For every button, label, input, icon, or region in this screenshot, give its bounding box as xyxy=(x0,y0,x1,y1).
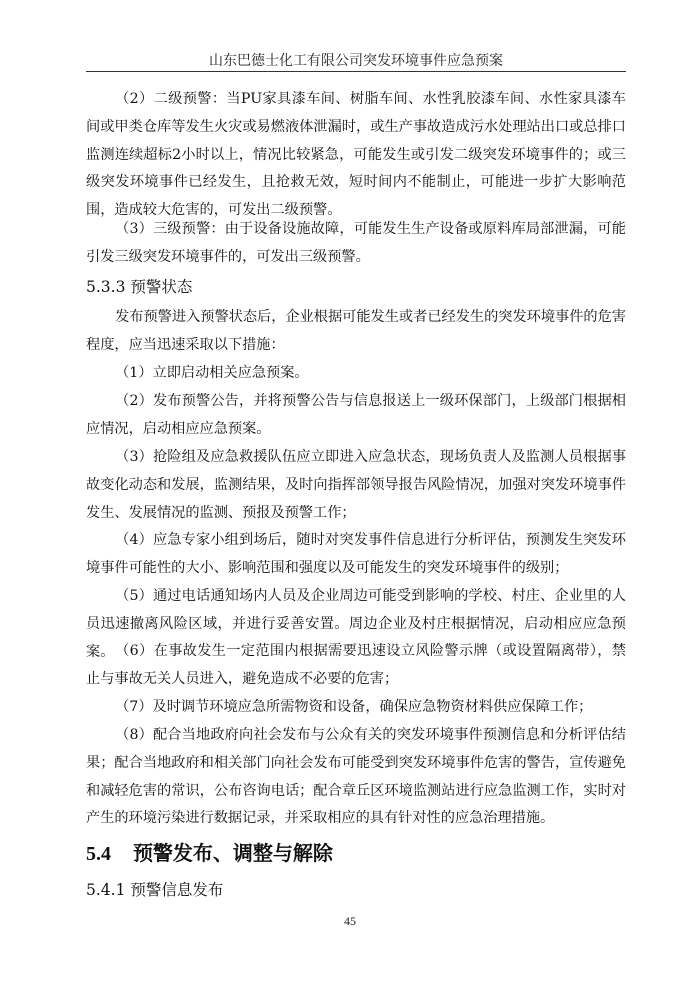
section-title: 预警发布、调整与解除 xyxy=(132,841,333,865)
list-item-1: （1）立即启动相关应急预案。 xyxy=(115,365,309,381)
section-heading-5-4 xyxy=(86,837,333,866)
section-heading-5-4-1: 5.4.1 预警信息发布 xyxy=(86,881,224,899)
paragraph-level2-warning: （2）二级预警：当PU家具漆车间、树脂车间、水性乳胶漆车间、水性家具漆车间或甲类仓库等发生火灾或易燃液体泄漏时，或生产事故造成污水处理站出口或总排口监测连续超标2小时以上，情况比较紧急，可能发生或引发二级突发环境事件的；或三级突发环境事件已经发生，且抢救无效，短时间内不能制止，可能进一步扩大影响范围，造成较大危害的，可发出二级预警。 xyxy=(86,91,626,219)
list-item-8: （8）配合当地政府向社会发布与公众有关的突发环境事件预测信息和分析评估结果；配合当地政府和相关部门向社会发布可能受到突发环境事件危害的警告，宣传避免和减轻危害的常识，公布咨询电话；配合章丘区环境监测站进行应急监测工作，实时对产生的环境污染进行数据记录，并采取相应的具有针对性的应急治理措施。 xyxy=(86,727,626,827)
list-item-6: （6）在事故发生一定范围内根据需要迅速设立风险警示牌（或设置隔离带），禁止与事故无关人员进入，避免造成不必要的危害； xyxy=(86,643,626,687)
list-item-2: （2）发布预警公告，并将预警公告与信息报送上一级环保部门，上级部门根据相应情况，启动相应应急预案。 xyxy=(86,393,626,437)
page-number: 45 xyxy=(344,914,356,928)
list-item-3: （3）抢险组及应急救援队伍应立即进入应急状态，现场负责人及监测人员根据事故变化动态和发展，监测结果，及时向指挥部领导报告风险情况，加强对突发环境事件发生、发展情况的监测、预报及预警工作； xyxy=(86,449,626,521)
section-number: 5.4 xyxy=(86,843,111,865)
running-header: 山东巴德士化工有限公司突发环境事件应急预案 xyxy=(209,53,503,69)
paragraph-level3-warning: （3）三级预警：由于设备设施故障，可能发生生产设备或原料库局部泄漏，可能引发三级突发环境事件的，可发出三级预警。 xyxy=(86,221,626,265)
list-item-5: （5）通过电话通知场内人员及企业周边可能受到影响的学校、村庄、企业里的人员迅速撤离风险区域，并进行妥善安置。周边企业及村庄根据情况，启动相应应急预案。 xyxy=(86,588,626,660)
paragraph-warning-status-intro: 发布预警进入预警状态后，企业根据可能发生或者已经发生的突发环境事件的危害程度，应当迅速采取以下措施： xyxy=(86,309,626,353)
header-rule xyxy=(86,71,626,72)
list-item-7: （7）及时调节环境应急所需物资和设备，确保应急物资材料供应保障工作； xyxy=(115,699,593,715)
list-item-4: （4）应急专家小组到场后，随时对突发事件信息进行分析评估，预测发生突发环境事件可能性的大小、影响范围和强度以及可能发生的突发环境事件的级别； xyxy=(86,532,626,576)
section-heading-5-3-3: 5.3.3 预警状态 xyxy=(86,278,193,296)
